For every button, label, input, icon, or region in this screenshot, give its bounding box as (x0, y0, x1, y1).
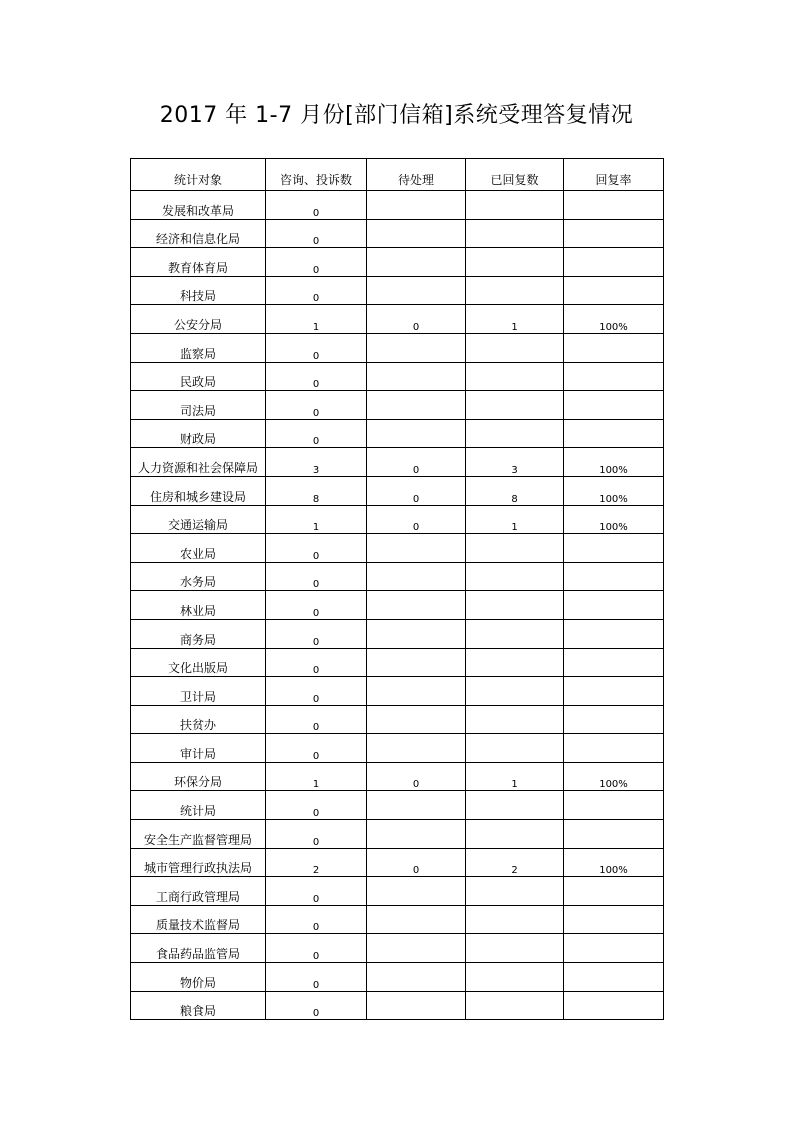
cell-consult-count: 0 (266, 820, 367, 849)
cell-pending: 0 (367, 305, 466, 334)
cell-pending (367, 677, 466, 706)
table-row (131, 391, 664, 420)
cell-reply-rate: 100% (564, 448, 664, 477)
cell-pending (367, 562, 466, 591)
cell-department: 交通运输局 (131, 505, 266, 534)
cell-replied-count (466, 905, 564, 934)
cell-pending (367, 248, 466, 277)
cell-department: 住房和城乡建设局 (131, 476, 266, 505)
cell-consult-count: 0 (266, 677, 367, 706)
cell-pending (367, 362, 466, 391)
cell-department: 水务局 (131, 562, 266, 591)
header-department: 统计对象 (131, 159, 266, 191)
cell-reply-rate (564, 991, 664, 1020)
cell-pending (367, 648, 466, 677)
page-title: 2017 年 1-7 月份[部门信箱]系统受理答复情况 (159, 103, 634, 128)
cell-department: 科技局 (131, 276, 266, 305)
cell-reply-rate (564, 419, 664, 448)
cell-consult-count: 0 (266, 248, 367, 277)
cell-consult-count: 0 (266, 534, 367, 563)
cell-replied-count (466, 276, 564, 305)
table-row (131, 276, 664, 305)
cell-reply-rate (564, 734, 664, 763)
table-row (131, 248, 664, 277)
cell-reply-rate (564, 905, 664, 934)
cell-reply-rate: 100% (564, 505, 664, 534)
cell-reply-rate (564, 934, 664, 963)
cell-pending (367, 877, 466, 906)
cell-consult-count: 0 (266, 362, 367, 391)
cell-replied-count (466, 362, 564, 391)
cell-reply-rate (564, 248, 664, 277)
cell-reply-rate (564, 276, 664, 305)
cell-reply-rate (564, 191, 664, 220)
table-row (131, 991, 664, 1020)
cell-pending (367, 963, 466, 992)
cell-department: 财政局 (131, 419, 266, 448)
cell-pending: 0 (367, 448, 466, 477)
header-reply-rate: 回复率 (564, 159, 664, 191)
cell-department: 人力资源和社会保障局 (131, 448, 266, 477)
cell-consult-count: 0 (266, 419, 367, 448)
cell-reply-rate (564, 391, 664, 420)
cell-replied-count (466, 419, 564, 448)
cell-replied-count (466, 534, 564, 563)
table-body (131, 191, 664, 1020)
cell-pending (367, 191, 466, 220)
cell-consult-count: 3 (266, 448, 367, 477)
cell-replied-count (466, 877, 564, 906)
cell-department: 公安分局 (131, 305, 266, 334)
cell-department: 监察局 (131, 333, 266, 362)
header-consult-count: 咨询、投诉数 (266, 159, 367, 191)
cell-replied-count: 3 (466, 448, 564, 477)
cell-reply-rate (564, 791, 664, 820)
cell-replied-count (466, 963, 564, 992)
cell-pending (367, 591, 466, 620)
cell-reply-rate (564, 963, 664, 992)
cell-consult-count: 1 (266, 305, 367, 334)
cell-reply-rate (564, 534, 664, 563)
cell-reply-rate (564, 619, 664, 648)
cell-consult-count: 8 (266, 476, 367, 505)
cell-department: 民政局 (131, 362, 266, 391)
cell-consult-count: 0 (266, 877, 367, 906)
cell-consult-count: 2 (266, 848, 367, 877)
cell-consult-count: 0 (266, 705, 367, 734)
cell-consult-count: 0 (266, 219, 367, 248)
cell-pending: 0 (367, 476, 466, 505)
cell-consult-count: 0 (266, 391, 367, 420)
cell-department: 粮食局 (131, 991, 266, 1020)
cell-pending (367, 419, 466, 448)
cell-replied-count (466, 333, 564, 362)
cell-consult-count: 0 (266, 276, 367, 305)
cell-replied-count (466, 934, 564, 963)
cell-pending (367, 619, 466, 648)
table-row (131, 905, 664, 934)
cell-consult-count: 0 (266, 333, 367, 362)
header-replied-count: 已回复数 (466, 159, 564, 191)
table-header-row (131, 159, 664, 191)
cell-reply-rate (564, 705, 664, 734)
cell-replied-count (466, 619, 564, 648)
cell-reply-rate (564, 820, 664, 849)
cell-replied-count (466, 991, 564, 1020)
cell-consult-count: 0 (266, 562, 367, 591)
cell-department: 物价局 (131, 963, 266, 992)
cell-replied-count: 8 (466, 476, 564, 505)
table-row (131, 362, 664, 391)
table-row (131, 677, 664, 706)
cell-consult-count: 0 (266, 791, 367, 820)
cell-consult-count: 0 (266, 963, 367, 992)
cell-replied-count (466, 791, 564, 820)
cell-replied-count (466, 562, 564, 591)
cell-consult-count: 0 (266, 734, 367, 763)
table-row (131, 820, 664, 849)
cell-replied-count: 2 (466, 848, 564, 877)
cell-pending (367, 734, 466, 763)
table-row (131, 877, 664, 906)
cell-pending (367, 820, 466, 849)
cell-pending (367, 333, 466, 362)
cell-department: 发展和改革局 (131, 191, 266, 220)
cell-pending (367, 991, 466, 1020)
cell-replied-count (466, 820, 564, 849)
table-row (131, 305, 664, 334)
cell-reply-rate (564, 219, 664, 248)
table-row (131, 419, 664, 448)
cell-department: 林业局 (131, 591, 266, 620)
cell-reply-rate (564, 562, 664, 591)
cell-department: 商务局 (131, 619, 266, 648)
cell-replied-count: 1 (466, 305, 564, 334)
cell-consult-count: 1 (266, 762, 367, 791)
cell-consult-count: 0 (266, 191, 367, 220)
cell-pending (367, 905, 466, 934)
cell-reply-rate (564, 333, 664, 362)
cell-department: 扶贫办 (131, 705, 266, 734)
cell-department: 安全生产监督管理局 (131, 820, 266, 849)
table-row (131, 734, 664, 763)
cell-replied-count (466, 591, 564, 620)
cell-replied-count (466, 191, 564, 220)
cell-reply-rate: 100% (564, 848, 664, 877)
cell-pending (367, 705, 466, 734)
cell-pending (367, 276, 466, 305)
cell-department: 文化出版局 (131, 648, 266, 677)
table-row (131, 791, 664, 820)
cell-pending (367, 934, 466, 963)
table-row (131, 562, 664, 591)
cell-replied-count (466, 219, 564, 248)
cell-consult-count: 0 (266, 905, 367, 934)
cell-consult-count: 0 (266, 648, 367, 677)
table-row (131, 476, 664, 505)
cell-reply-rate (564, 677, 664, 706)
cell-reply-rate (564, 591, 664, 620)
cell-reply-rate: 100% (564, 476, 664, 505)
cell-reply-rate (564, 362, 664, 391)
cell-consult-count: 1 (266, 505, 367, 534)
cell-department: 审计局 (131, 734, 266, 763)
cell-replied-count (466, 705, 564, 734)
table-row (131, 934, 664, 963)
table-row (131, 191, 664, 220)
table-row (131, 963, 664, 992)
cell-consult-count: 0 (266, 991, 367, 1020)
cell-pending: 0 (367, 848, 466, 877)
cell-department: 司法局 (131, 391, 266, 420)
cell-consult-count: 0 (266, 934, 367, 963)
cell-consult-count: 0 (266, 619, 367, 648)
cell-department: 卫计局 (131, 677, 266, 706)
table-row (131, 705, 664, 734)
table-row (131, 648, 664, 677)
cell-replied-count (466, 677, 564, 706)
cell-replied-count (466, 734, 564, 763)
cell-department: 城市管理行政执法局 (131, 848, 266, 877)
cell-department: 经济和信息化局 (131, 219, 266, 248)
cell-reply-rate: 100% (564, 762, 664, 791)
cell-replied-count: 1 (466, 505, 564, 534)
cell-replied-count (466, 248, 564, 277)
cell-reply-rate: 100% (564, 305, 664, 334)
table-row (131, 619, 664, 648)
table-row (131, 333, 664, 362)
cell-pending: 0 (367, 762, 466, 791)
cell-pending (367, 391, 466, 420)
cell-department: 食品药品监管局 (131, 934, 266, 963)
table-row (131, 534, 664, 563)
cell-consult-count: 0 (266, 591, 367, 620)
cell-pending (367, 791, 466, 820)
table-row (131, 448, 664, 477)
table-row (131, 219, 664, 248)
cell-department: 质量技术监督局 (131, 905, 266, 934)
header-pending: 待处理 (367, 159, 466, 191)
table-row (131, 848, 664, 877)
cell-replied-count (466, 648, 564, 677)
table-row (131, 505, 664, 534)
cell-replied-count: 1 (466, 762, 564, 791)
statistics-table (130, 158, 664, 1020)
cell-pending: 0 (367, 505, 466, 534)
cell-replied-count (466, 391, 564, 420)
table-row (131, 591, 664, 620)
cell-department: 环保分局 (131, 762, 266, 791)
cell-pending (367, 219, 466, 248)
cell-department: 教育体育局 (131, 248, 266, 277)
cell-reply-rate (564, 877, 664, 906)
cell-reply-rate (564, 648, 664, 677)
cell-department: 农业局 (131, 534, 266, 563)
cell-pending (367, 534, 466, 563)
cell-department: 统计局 (131, 791, 266, 820)
cell-department: 工商行政管理局 (131, 877, 266, 906)
table-row (131, 762, 664, 791)
